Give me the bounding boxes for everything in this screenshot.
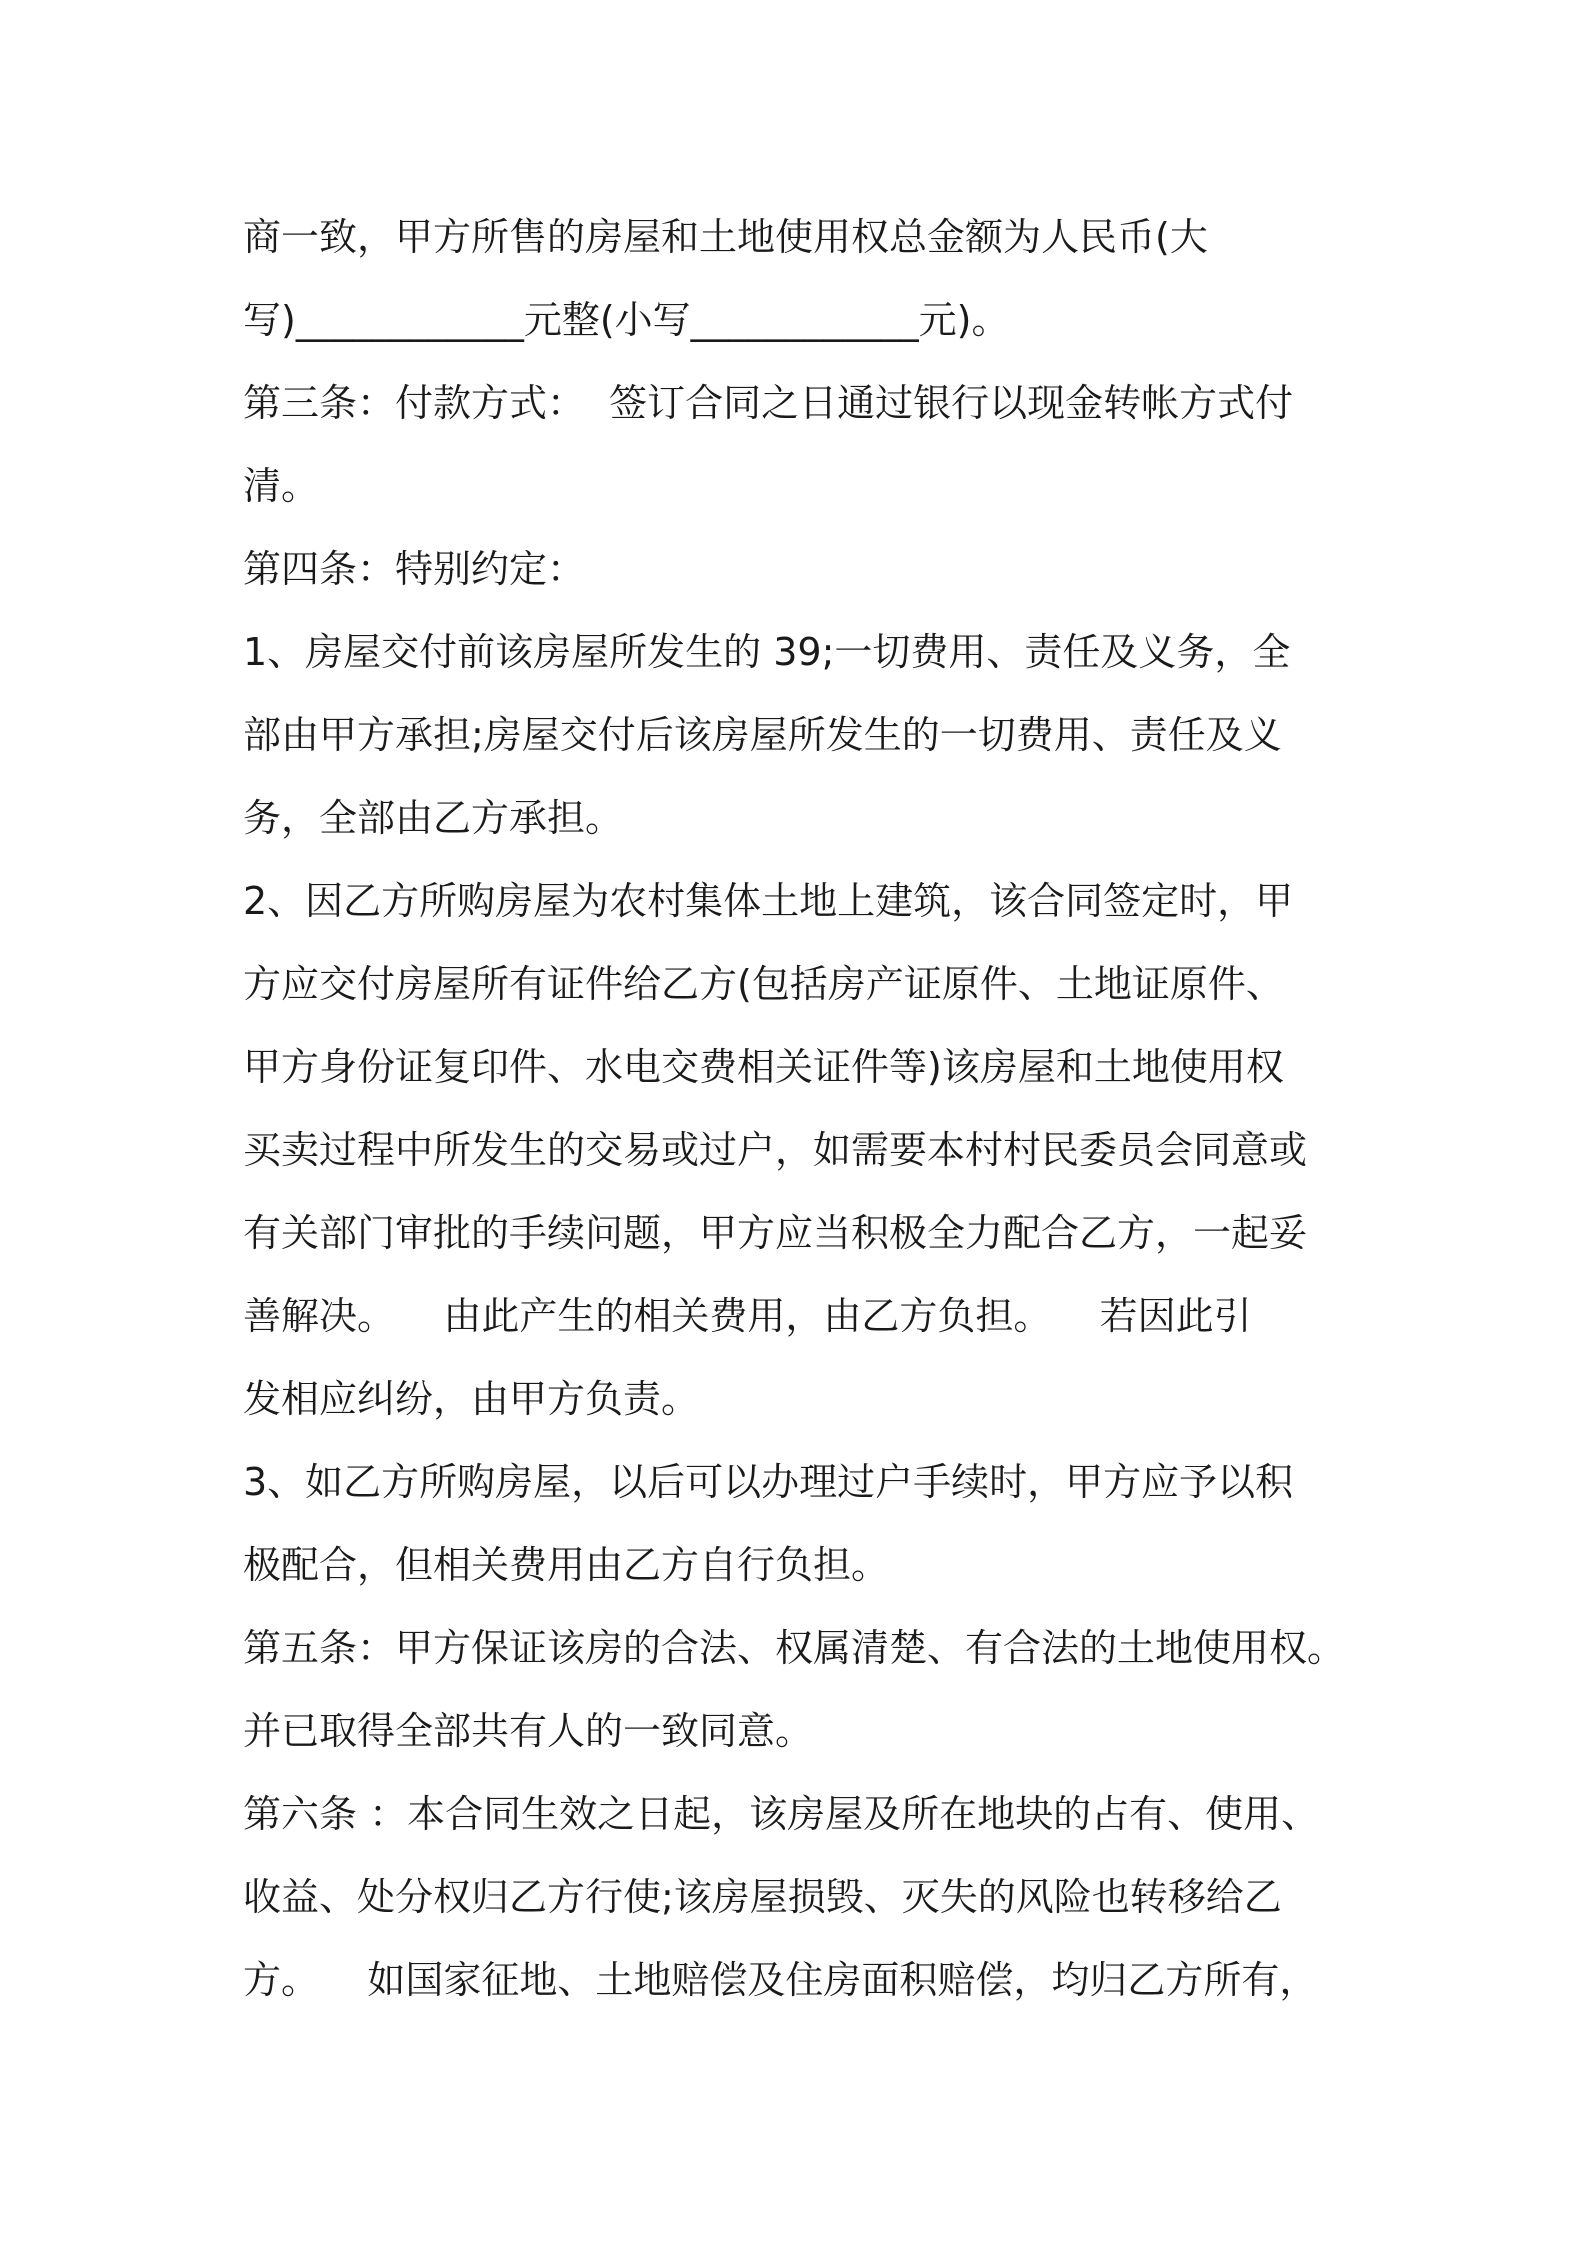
text-line: 2、因乙方所购房屋为农村集体土地上建筑，该合同签定时，甲 bbox=[243, 879, 1294, 923]
text-line: 第三条：付款方式： 签订合同之日通过银行以现金转帐方式付 bbox=[243, 381, 1294, 425]
text-line: 商一致，甲方所售的房屋和土地使用权总金额为人民币(大 bbox=[243, 215, 1208, 259]
text-line: 甲方身份证复印件、水电交费相关证件等)该房屋和土地使用权 bbox=[243, 1045, 1284, 1089]
text-line: 极配合，但相关费用由乙方自行负担。 bbox=[243, 1543, 890, 1587]
text-line: 方。 如国家征地、土地赔偿及住房面积赔偿，均归乙方所有， bbox=[243, 1958, 1318, 2002]
text-line: 部由甲方承担;房屋交付后该房屋所发生的一切费用、责任及义 bbox=[243, 713, 1282, 757]
text-line: 有关部门审批的手续问题，甲方应当积极全力配合乙方，一起妥 bbox=[243, 1211, 1308, 1255]
text-line: 1、房屋交付前该房屋所发生的 39;一切费用、责任及义务，全 bbox=[243, 630, 1291, 674]
text-line: 第四条：特别约定： bbox=[243, 547, 586, 591]
contract-text bbox=[243, 196, 1363, 2022]
text-line: 写)____________元整(小写____________元)。 bbox=[243, 298, 1010, 342]
text-line: 并已取得全部共有人的一致同意。 bbox=[243, 1709, 814, 1753]
text-line: 收益、处分权归乙方行使;该房屋损毁、灭失的风险也转移给乙 bbox=[243, 1875, 1282, 1919]
text-line: 善解决。 由此产生的相关费用，由乙方负担。 若因此引 bbox=[243, 1294, 1252, 1338]
text-line: 3、如乙方所购房屋，以后可以办理过户手续时，甲方应予以积 bbox=[243, 1460, 1294, 1504]
text-line: 清。 bbox=[243, 464, 320, 508]
text-line: 发相应纠纷，由甲方负责。 bbox=[243, 1377, 700, 1421]
text-line: 方应交付房屋所有证件给乙方(包括房产证原件、土地证原件、 bbox=[243, 962, 1284, 1006]
text-line: 买卖过程中所发生的交易或过户，如需要本村村民委员会同意或 bbox=[243, 1128, 1308, 1172]
text-line: 务，全部由乙方承担。 bbox=[243, 796, 624, 840]
text-line: 第五条：甲方保证该房的合法、权属清楚、有合法的土地使用权。 bbox=[243, 1626, 1346, 1670]
text-line: 第六条 ：本合同生效之日起，该房屋及所在地块的占有、使用、 bbox=[243, 1792, 1320, 1836]
